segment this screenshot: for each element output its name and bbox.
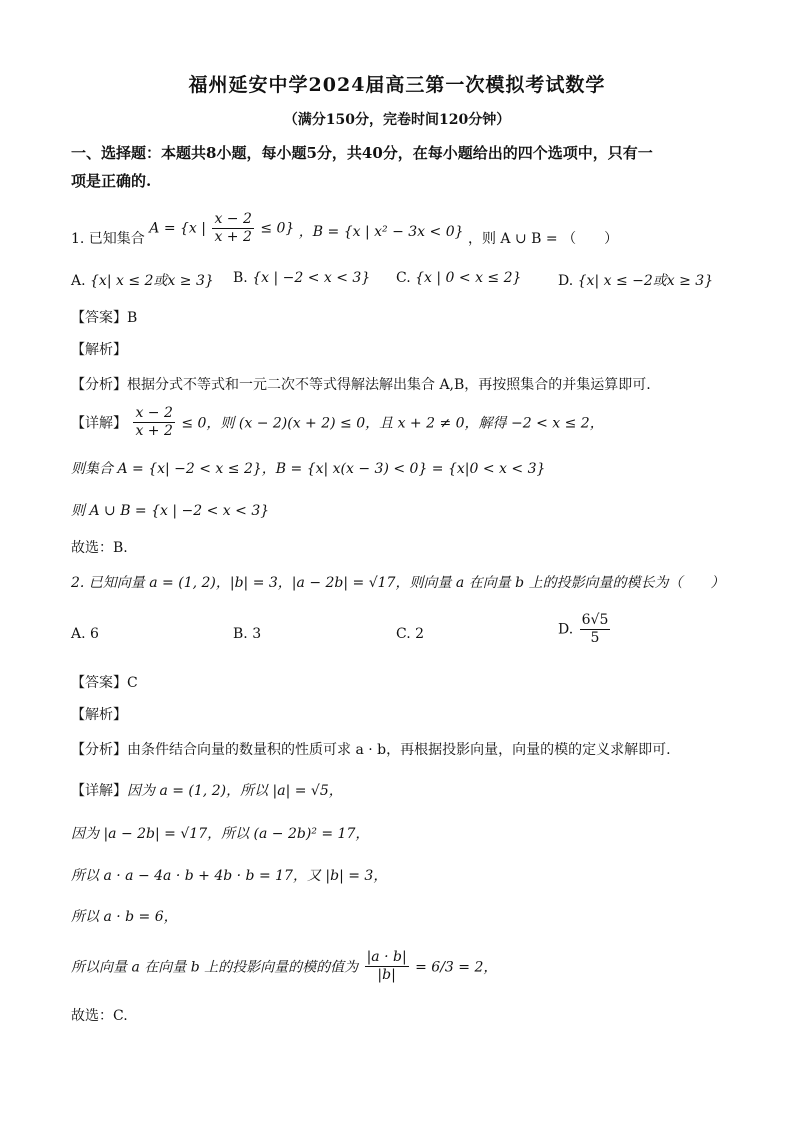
q2-xiangjie: [71, 780, 343, 800]
answer-tag: 【答案】: [71, 310, 127, 326]
q1-stem: [71, 211, 618, 246]
q1-analysis-tag: 【解析】: [71, 342, 127, 358]
q1-option-c-text: {x | 0 < x ≤ 2}: [415, 270, 522, 286]
section-heading-cont: 项是正确的.: [71, 172, 152, 190]
q2-step-5-fraction: [365, 949, 409, 984]
fenxi-tag: 【分析】: [71, 377, 127, 393]
q1-xiangjie: [71, 405, 604, 440]
q2-answer: [71, 672, 138, 692]
q1-set-a: [149, 211, 294, 246]
exam-info: （满分150分，完卷时间120分钟）: [283, 112, 511, 128]
answer-tag: 【答案】: [71, 675, 127, 691]
q1-xiangjie-denominator: x + 2: [135, 423, 173, 439]
q1-option-d[interactable]: [558, 270, 713, 290]
q1-option-b[interactable]: [233, 270, 370, 286]
q2-option-d-numerator: 6√5: [581, 612, 609, 628]
section-heading: 一、选择题：本题共8小题，每小题5分，共40分，在每小题给出的四个选项中，只有一: [71, 144, 653, 162]
q2-option-d-label: D.: [558, 621, 574, 638]
q2-step-4: 所以 a · b = 6，: [71, 909, 178, 925]
fenxi-tag: 【分析】: [71, 742, 127, 758]
q1-conclusion: 故选：B.: [71, 540, 128, 556]
q2-step-5-post: = 6/3 = 2，: [415, 959, 498, 976]
q1-prefix: 1. 已知集合: [71, 231, 145, 247]
q2-step-5-numerator: |a · b|: [366, 949, 407, 965]
xiangjie-tag: 【详解】: [71, 415, 127, 432]
q2-option-c-label: C.: [396, 626, 411, 642]
q1-answer: [71, 307, 137, 327]
q1-xiangjie-fraction: [133, 405, 174, 440]
q2-option-b-text: 3: [252, 626, 262, 642]
q1-answer-value: B: [127, 310, 138, 326]
q1-option-b-text: {x | −2 < x < 3}: [252, 270, 371, 286]
q1-set-a-numerator: x − 2: [214, 211, 252, 227]
q2-step-5: [71, 949, 497, 984]
q1-sets-line: 则集合 A = {x| −2 < x ≤ 2}，B = {x| x(x − 3) < 0} = {x|0 < x < 3}: [71, 461, 546, 477]
q1-xiangjie-numerator: x − 2: [135, 405, 173, 421]
q2-fenxi-text: 由条件结合向量的数量积的性质可求 a · b，再根据投影向量，向量的模的定义求解即可.: [127, 742, 671, 758]
xiangjie-tag: 【详解】: [71, 783, 127, 799]
q1-fenxi: [71, 374, 651, 394]
q1-set-a-fraction: [212, 211, 253, 246]
q2-step-1: 因为 a = (1, 2)，所以 |a| = √5，: [127, 783, 343, 799]
q2-option-b-label: B.: [233, 626, 248, 642]
q2-option-d[interactable]: [558, 612, 612, 647]
q2-option-a[interactable]: [71, 626, 99, 642]
q2-option-a-label: A.: [71, 626, 86, 642]
q1-option-d-text: {x| x ≤ −2或x ≥ 3}: [577, 273, 714, 289]
q2-option-d-denominator: 5: [590, 630, 600, 646]
q1-union-line: 则 A ∪ B = {x | −2 < x < 3}: [71, 503, 270, 519]
q2-option-a-text: 6: [90, 626, 99, 642]
q2-analysis-tag: 【解析】: [71, 707, 127, 723]
q1-set-a-rhs: ≤ 0}: [260, 220, 295, 237]
page-title: 福州延安中学2024届高三第一次模拟考试数学: [188, 74, 606, 96]
q2-option-c[interactable]: [396, 626, 424, 642]
q2-option-b[interactable]: [233, 626, 261, 642]
q1-option-d-label: D.: [558, 273, 574, 289]
q1-xiangjie-rest: ≤ 0，则 (x − 2)(x + 2) ≤ 0，且 x + 2 ≠ 0，解得 −2 < x ≤ 2，: [181, 415, 604, 432]
q1-option-a-label: A.: [71, 273, 86, 289]
q1-option-a-text: {x| x ≤ 2或x ≥ 3}: [90, 273, 214, 289]
q2-step-5-denominator: |b|: [377, 967, 396, 983]
q2-step-3: 所以 a · a − 4a · b + 4b · b = 17，又 |b| = 3，: [71, 868, 388, 884]
q2-option-c-text: 2: [415, 626, 425, 642]
q2-option-d-fraction: [580, 612, 611, 647]
q1-set-b: ，B = {x | x² − 3x < 0}: [298, 224, 464, 240]
q1-fenxi-text: 根据分式不等式和一元二次不等式得解法解出集合 A,B，再按照集合的并集运算即可.: [127, 377, 651, 393]
q1-option-b-label: B.: [233, 270, 248, 286]
q1-option-c[interactable]: [396, 270, 521, 286]
q1-option-c-label: C.: [396, 270, 411, 286]
q2-step-5-pre: 所以向量 a 在向量 b 上的投影向量的模的值为: [71, 959, 359, 976]
q1-option-a[interactable]: [71, 270, 214, 290]
q2-fenxi: [71, 739, 671, 759]
q2-answer-value: C: [127, 675, 138, 691]
q1-set-a-denominator: x + 2: [214, 229, 252, 245]
q1-tail: ，则 A ∪ B = （ ）: [467, 231, 619, 247]
q1-set-a-lhs: A = {x |: [149, 220, 206, 237]
q2-stem: 2. 已知向量 a = (1, 2)，|b| = 3，|a − 2b| = √17，则向量 a 在向量 b 上的投影向量的模长为（ ）: [71, 575, 725, 591]
q2-conclusion: 故选：C.: [71, 1008, 128, 1024]
q2-step-2: 因为 |a − 2b| = √17，所以 (a − 2b)² = 17，: [71, 826, 370, 842]
